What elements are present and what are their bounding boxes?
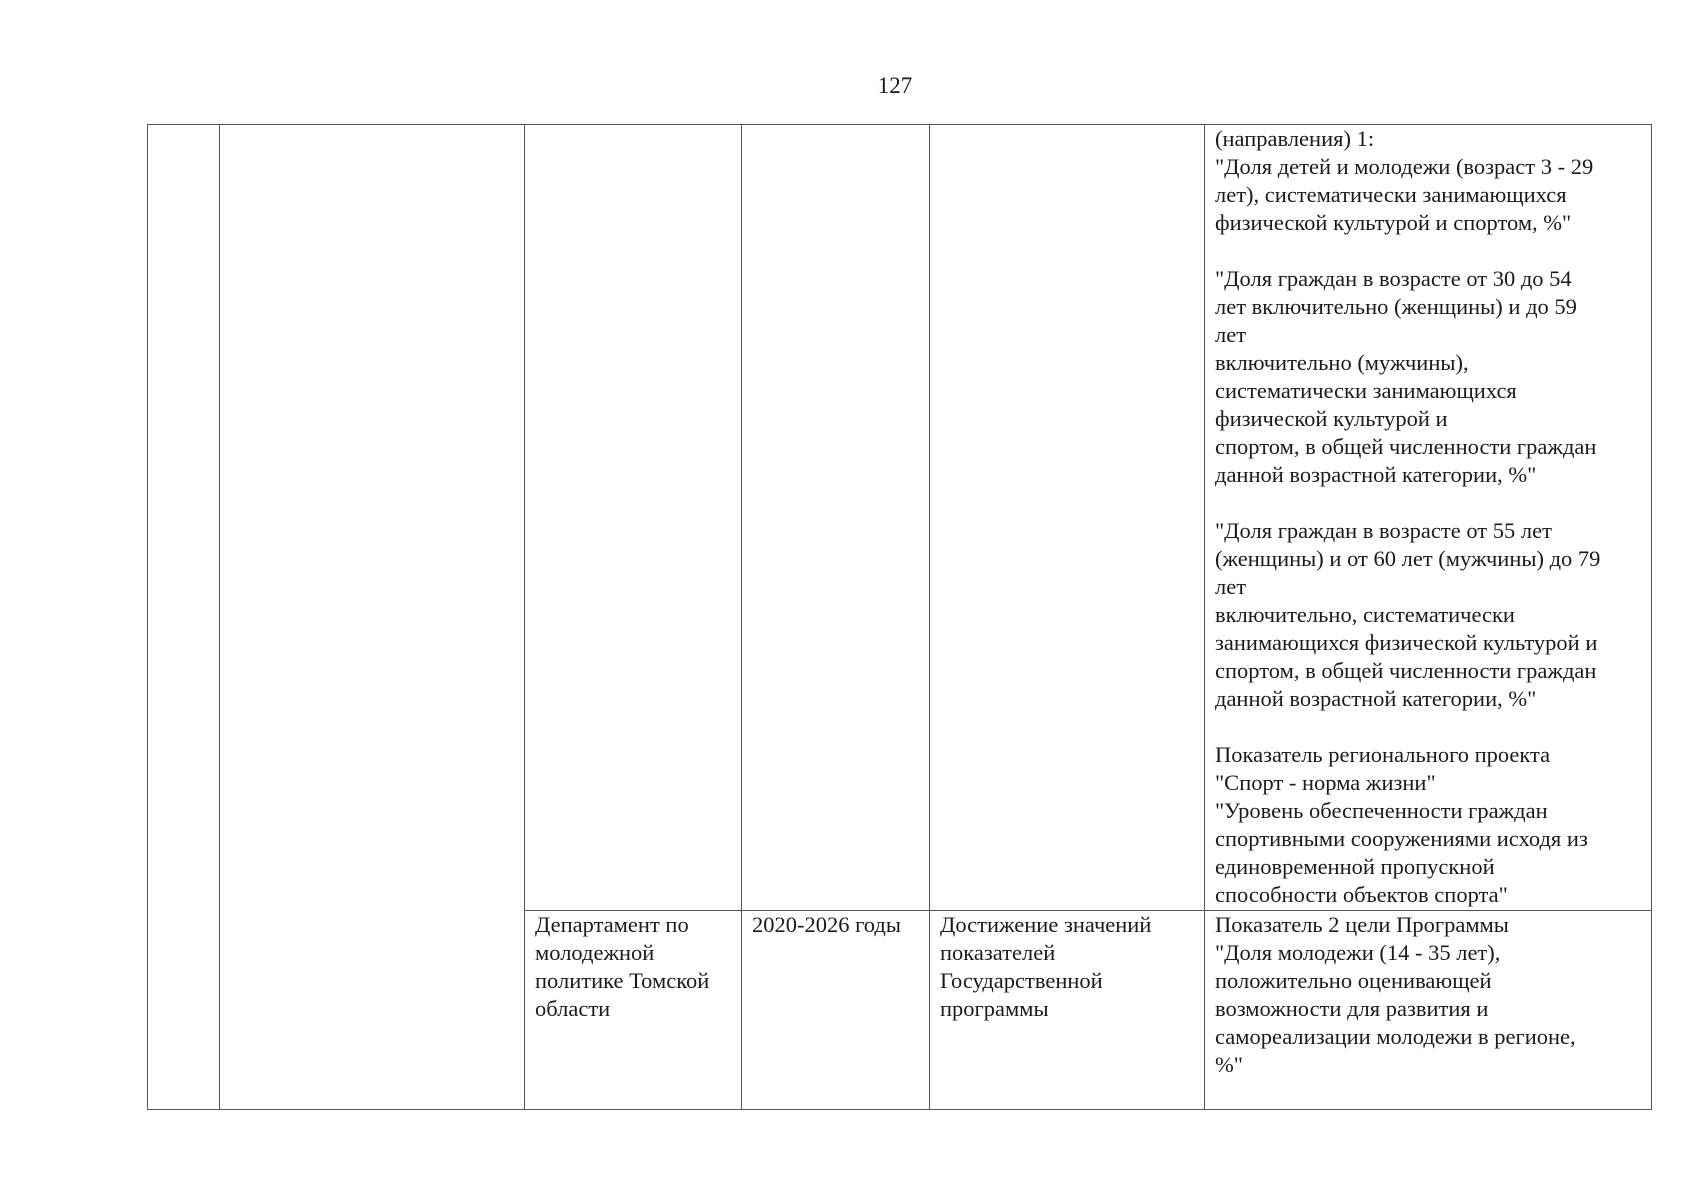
indicator-text: Показатель 2 цели Программы "Доля молодежи (14 - 35 лет), положительно оценивающей возможности для развития и самореализации молодежи в регионе, %" — [1215, 912, 1576, 1077]
executor-text: Департамент по молодежной политике Томской области — [535, 912, 710, 1021]
indicator-text: (направления) 1: "Доля детей и молодежи (возраст 3 - 29 лет), систематически занимающихся физической культурой и спортом, %" — [1215, 126, 1594, 235]
indicators-cell — [1205, 911, 1652, 1110]
indicator-text: Показатель регионального проекта "Спорт - норма жизни" "Уровень обеспеченности граждан спортивными сооружениями исходя из единовременной пропускной способности объектов спорта" — [1215, 742, 1588, 907]
indicator-text: "Доля граждан в возрасте от 55 лет (женщины) и от 60 лет (мужчины) до 79 лет включительно, систематически занимающихся физической культурой и спортом, в общей численности граждан данной возрастной категории, %" — [1215, 518, 1601, 711]
period-cell — [742, 125, 930, 911]
result-text: Достижение значений показателей Государственной программы — [940, 912, 1152, 1021]
result-cell — [930, 125, 1205, 911]
period-text: 2020-2026 годы — [752, 912, 901, 937]
indicator-text: "Доля граждан в возрасте от 30 до 54 лет включительно (женщины) и до 59 лет включительно (мужчины), систематически занимающихся физической культурой и спортом, в общей численности граждан данной возрастной категории, %" — [1215, 266, 1597, 487]
result-cell — [930, 911, 1205, 1110]
number-cell — [148, 125, 220, 1110]
period-cell — [742, 911, 930, 1110]
indicators-cell — [1205, 125, 1652, 911]
executor-cell — [525, 911, 742, 1110]
page-number: 127 — [877, 73, 913, 98]
task-cell — [220, 125, 525, 1110]
table-row — [148, 125, 1652, 911]
executor-cell — [525, 125, 742, 911]
program-table — [147, 124, 1652, 1110]
